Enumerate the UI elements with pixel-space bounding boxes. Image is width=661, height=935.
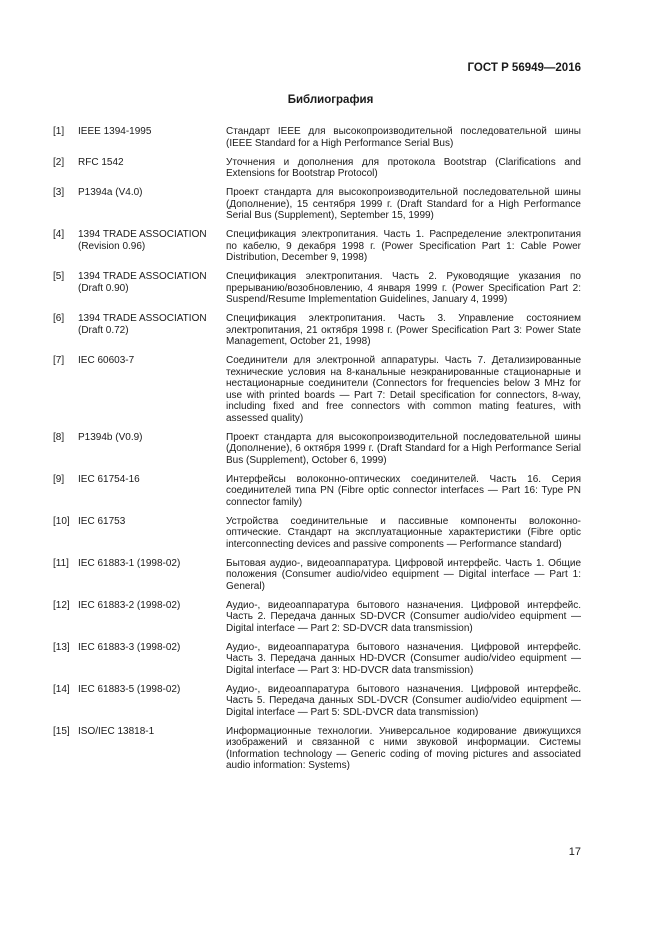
entry-reference: 1394 TRADE ASSOCIATION (Draft 0.72) (78, 313, 207, 336)
entry-description: Интерфейсы волоконно-оптических соединителей. Часть 16. Серия соединителей типа PN (Fibre optic connector interfaces — Part 16: Type PN connector family) (226, 473, 581, 508)
entry-number: [9] (53, 473, 65, 485)
entry-reference: IEC 60603-7 (78, 355, 135, 366)
entry-reference: 1394 TRADE ASSOCIATION (Draft 0.90) (78, 271, 207, 294)
bibliography-entry (53, 474, 581, 509)
entry-description: Спецификация электропитания. Часть 1. Распределение электропитания по кабелю, 9 декабря 1998 г. (Power Specification Part 1: Cable Power Distribution, December 9, 1998) (226, 229, 581, 263)
bibliography-entry (53, 726, 581, 772)
entry-number: [5] (53, 271, 65, 282)
page-title: Библиография (287, 94, 374, 106)
bibliography-entry (53, 684, 581, 719)
bibliography-entry (53, 157, 581, 180)
entry-number: [1] (53, 126, 65, 137)
entry-reference: IEC 61754-16 (78, 473, 140, 485)
entry-reference: IEC 61883-3 (1998-02) (78, 641, 181, 653)
entry-description: Аудио-, видеоаппаратура бытового назначения. Цифровой интерфейс. Часть 3. Передача данных HD-DVCR (Consumer audio/video equipment — Digital interface — Part 3: HD-DVCR data transmission) (226, 641, 581, 676)
entry-number: [14] (53, 683, 70, 695)
entry-reference: IEC 61883-2 (1998-02) (78, 599, 181, 611)
entry-number: [6] (53, 313, 65, 324)
entry-reference: P1394a (V4.0) (78, 187, 143, 198)
bibliography-entry (53, 126, 581, 149)
entry-number: [4] (53, 229, 65, 240)
entry-reference: 1394 TRADE ASSOCIATION (Revision 0.96) (78, 229, 207, 252)
entry-description: Спецификация электропитания. Часть 3. Управление состоянием электропитания, 21 октября 1998 г. (Power Specification Part 3: Power State Management, October 21, 1998) (226, 313, 581, 347)
bibliography-entry (53, 271, 581, 306)
entry-description: Проект стандарта для высокопроизводительной последовательной шины (Дополнение), 6 октября 1999 г. (Draft Standard for a High Performance Serial Bus (Supplement), October 6, 1999) (226, 431, 581, 466)
entry-description: Соединители для электронной аппаратуры. Часть 7. Детализированные технические условия на 8-канальные неэкранированные стационарные и нестационарные соединители (Connectors for frequencies below 3 MHz for use with printed boards — Part 7: Detail specification for connectors, 8-way, including fixed and free connectors with common mating features, with assessed quality) (226, 355, 581, 424)
entry-reference: RFC 1542 (78, 156, 124, 168)
entry-reference: IEEE 1394-1995 (78, 126, 152, 137)
bibliography-entry (53, 516, 581, 551)
entry-reference: ISO/IEC 13818-1 (78, 725, 155, 737)
entry-description: Спецификация электропитания. Часть 2. Руководящие указания по прерыванию/возобновлению, 4 января 1999 г. (Power Specification Part 2: Suspend/Resume Implementation Guidelines, January 4, 1999) (226, 271, 581, 305)
entry-description: Бытовая аудио-, видеоаппаратура. Цифровой интерфейс. Часть 1. Общие положения (Consumer audio/video equipment — Digital interface — Part 1: General) (226, 557, 581, 592)
bibliography-entry (53, 187, 581, 222)
bibliography-entry (53, 642, 581, 677)
entry-number: [10] (53, 515, 70, 527)
bibliography-entry (53, 432, 581, 467)
entry-reference: IEC 61883-1 (1998-02) (78, 557, 181, 569)
bibliography-entry (53, 600, 581, 635)
entry-description: Уточнения и дополнения для протокола Bootstrap (Clarifications and Extensions for Bootstrap Protocol) (226, 156, 581, 179)
entry-reference: P1394b (V0.9) (78, 431, 143, 443)
entry-number: [13] (53, 641, 70, 653)
bibliography-list (53, 126, 581, 779)
entry-description: Проект стандарта для высокопроизводительной последовательной шины (Дополнение), 15 сентября 1999 г. (Draft Standard for a High Performance Serial Bus (Supplement), September 15, 1999) (226, 187, 581, 221)
entry-reference: IEC 61883-5 (1998-02) (78, 683, 181, 695)
standard-designation: ГОСТ Р 56949—2016 (467, 62, 581, 74)
entry-number: [2] (53, 156, 65, 168)
entry-number: [12] (53, 599, 70, 611)
page-number: 17 (568, 846, 581, 858)
entry-number: [11] (53, 557, 69, 569)
entry-description: Стандарт IEEE для высокопроизводительной последовательной шины (IEEE Standard for a High Performance Serial Bus) (226, 126, 581, 149)
bibliography-entry (53, 313, 581, 348)
bibliography-entry (53, 558, 581, 593)
entry-number: [3] (53, 187, 65, 198)
entry-number: [15] (53, 725, 70, 737)
entry-description: Информационные технологии. Универсальное кодирование движущихся изображений и связанной с ними звуковой информации. Системы (Information technology — Generic coding of moving pictures and associated audio information: Systems) (226, 725, 581, 771)
entry-description: Аудио-, видеоаппаратура бытового назначения. Цифровой интерфейс. Часть 5. Передача данных SDL-DVCR (Consumer audio/video equipment — Digital interface — Part 5: SDL-DVCR data transmission) (226, 683, 581, 718)
bibliography-entry (53, 355, 581, 424)
entry-description: Устройства соединительные и пассивные компоненты волоконно-оптические. Стандарт на эксплуатационные характеристики (Fibre optic interconnecting devices and passive components — Performance standard) (226, 515, 581, 550)
entry-number: [8] (53, 431, 65, 443)
entry-number: [7] (53, 355, 65, 366)
entry-description: Аудио-, видеоаппаратура бытового назначения. Цифровой интерфейс. Часть 2. Передача данных SD-DVCR (Consumer audio/video equipment — Digital interface — Part 2: SD-DVCR data transmission) (226, 599, 581, 634)
bibliography-entry (53, 229, 581, 264)
entry-reference: IEC 61753 (78, 515, 126, 527)
